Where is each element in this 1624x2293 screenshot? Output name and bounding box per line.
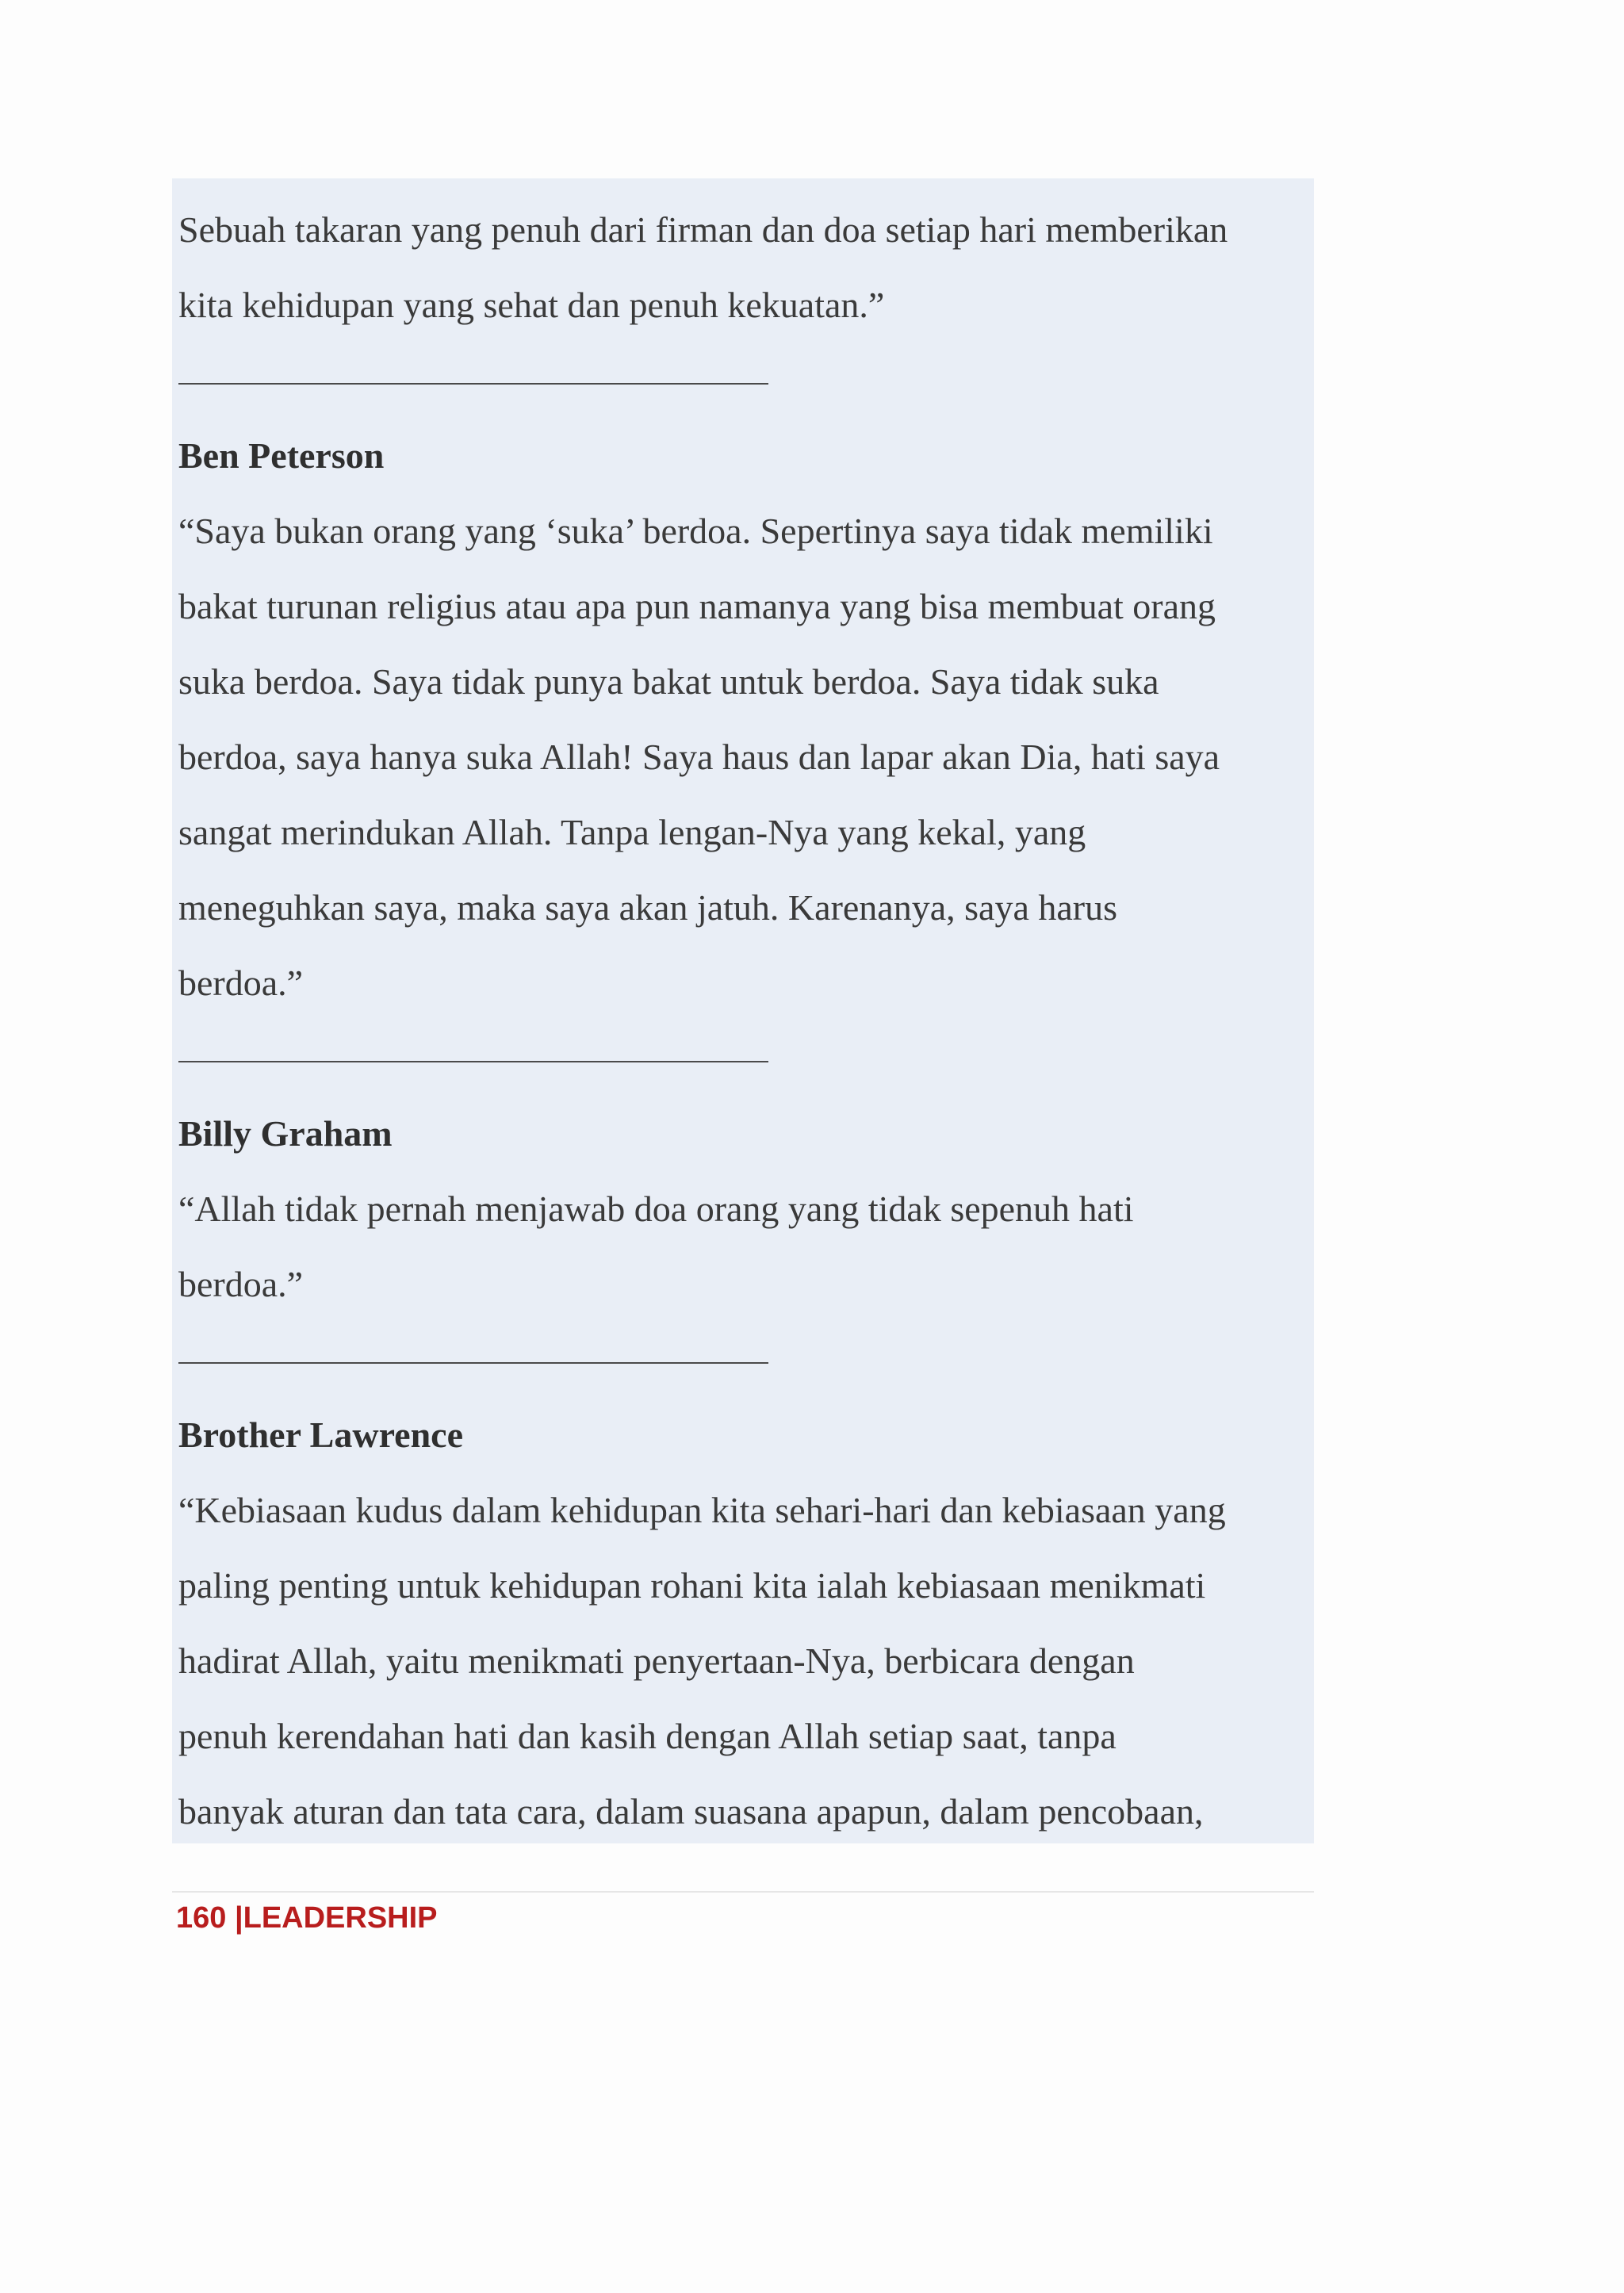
quote-line: “Allah tidak pernah menjawab doa orang yang tidak sepenuh hati (178, 1189, 1134, 1229)
quote-line: paling penting untuk kehidupan rohani kita ialah kebiasaan menikmati (178, 1565, 1206, 1606)
quote-author-heading: Billy Graham (178, 1113, 393, 1154)
separator-rule (178, 1061, 768, 1062)
quote-line: sangat merindukan Allah. Tanpa lengan-Nya yang kekal, yang (178, 812, 1086, 852)
quote-line: “Saya bukan orang yang ‘suka’ berdoa. Sepertinya saya tidak memiliki (178, 511, 1213, 551)
quote-line: berdoa.” (178, 1264, 304, 1304)
footer-separator: | (226, 1901, 243, 1935)
quote-line: hadirat Allah, yaitu menikmati penyertaan-Nya, berbicara dengan (178, 1640, 1135, 1681)
quote-author-heading: Brother Lawrence (178, 1414, 463, 1455)
separator-rule (178, 1362, 768, 1364)
page-number: 160 (176, 1901, 227, 1935)
quote-author-heading: Ben Peterson (178, 435, 385, 476)
section-title: LEADERSHIP (243, 1901, 438, 1935)
page-footer (176, 1901, 438, 1935)
quote-line: Sebuah takaran yang penuh dari firman dan doa setiap hari memberikan (178, 209, 1228, 250)
footer-rule (172, 1891, 1314, 1893)
quote-line: berdoa, saya hanya suka Allah! Saya haus dan lapar akan Dia, hati saya (178, 737, 1220, 777)
separator-rule (178, 383, 768, 385)
quote-content-box (172, 178, 1314, 1843)
quote-line: suka berdoa. Saya tidak punya bakat untuk berdoa. Saya tidak suka (178, 661, 1159, 702)
quote-line: meneguhkan saya, maka saya akan jatuh. Karenanya, saya harus (178, 887, 1118, 928)
quote-line: berdoa.” (178, 963, 304, 1003)
quote-line: “Kebiasaan kudus dalam kehidupan kita sehari-hari dan kebiasaan yang (178, 1490, 1226, 1530)
quote-line: banyak aturan dan tata cara, dalam suasana apapun, dalam pencobaan, (178, 1791, 1204, 1832)
quote-line: bakat turunan religius atau apa pun namanya yang bisa membuat orang (178, 586, 1216, 626)
quote-line: penuh kerendahan hati dan kasih dengan Allah setiap saat, tanpa (178, 1716, 1116, 1756)
quote-line: kita kehidupan yang sehat dan penuh kekuatan.” (178, 285, 885, 325)
